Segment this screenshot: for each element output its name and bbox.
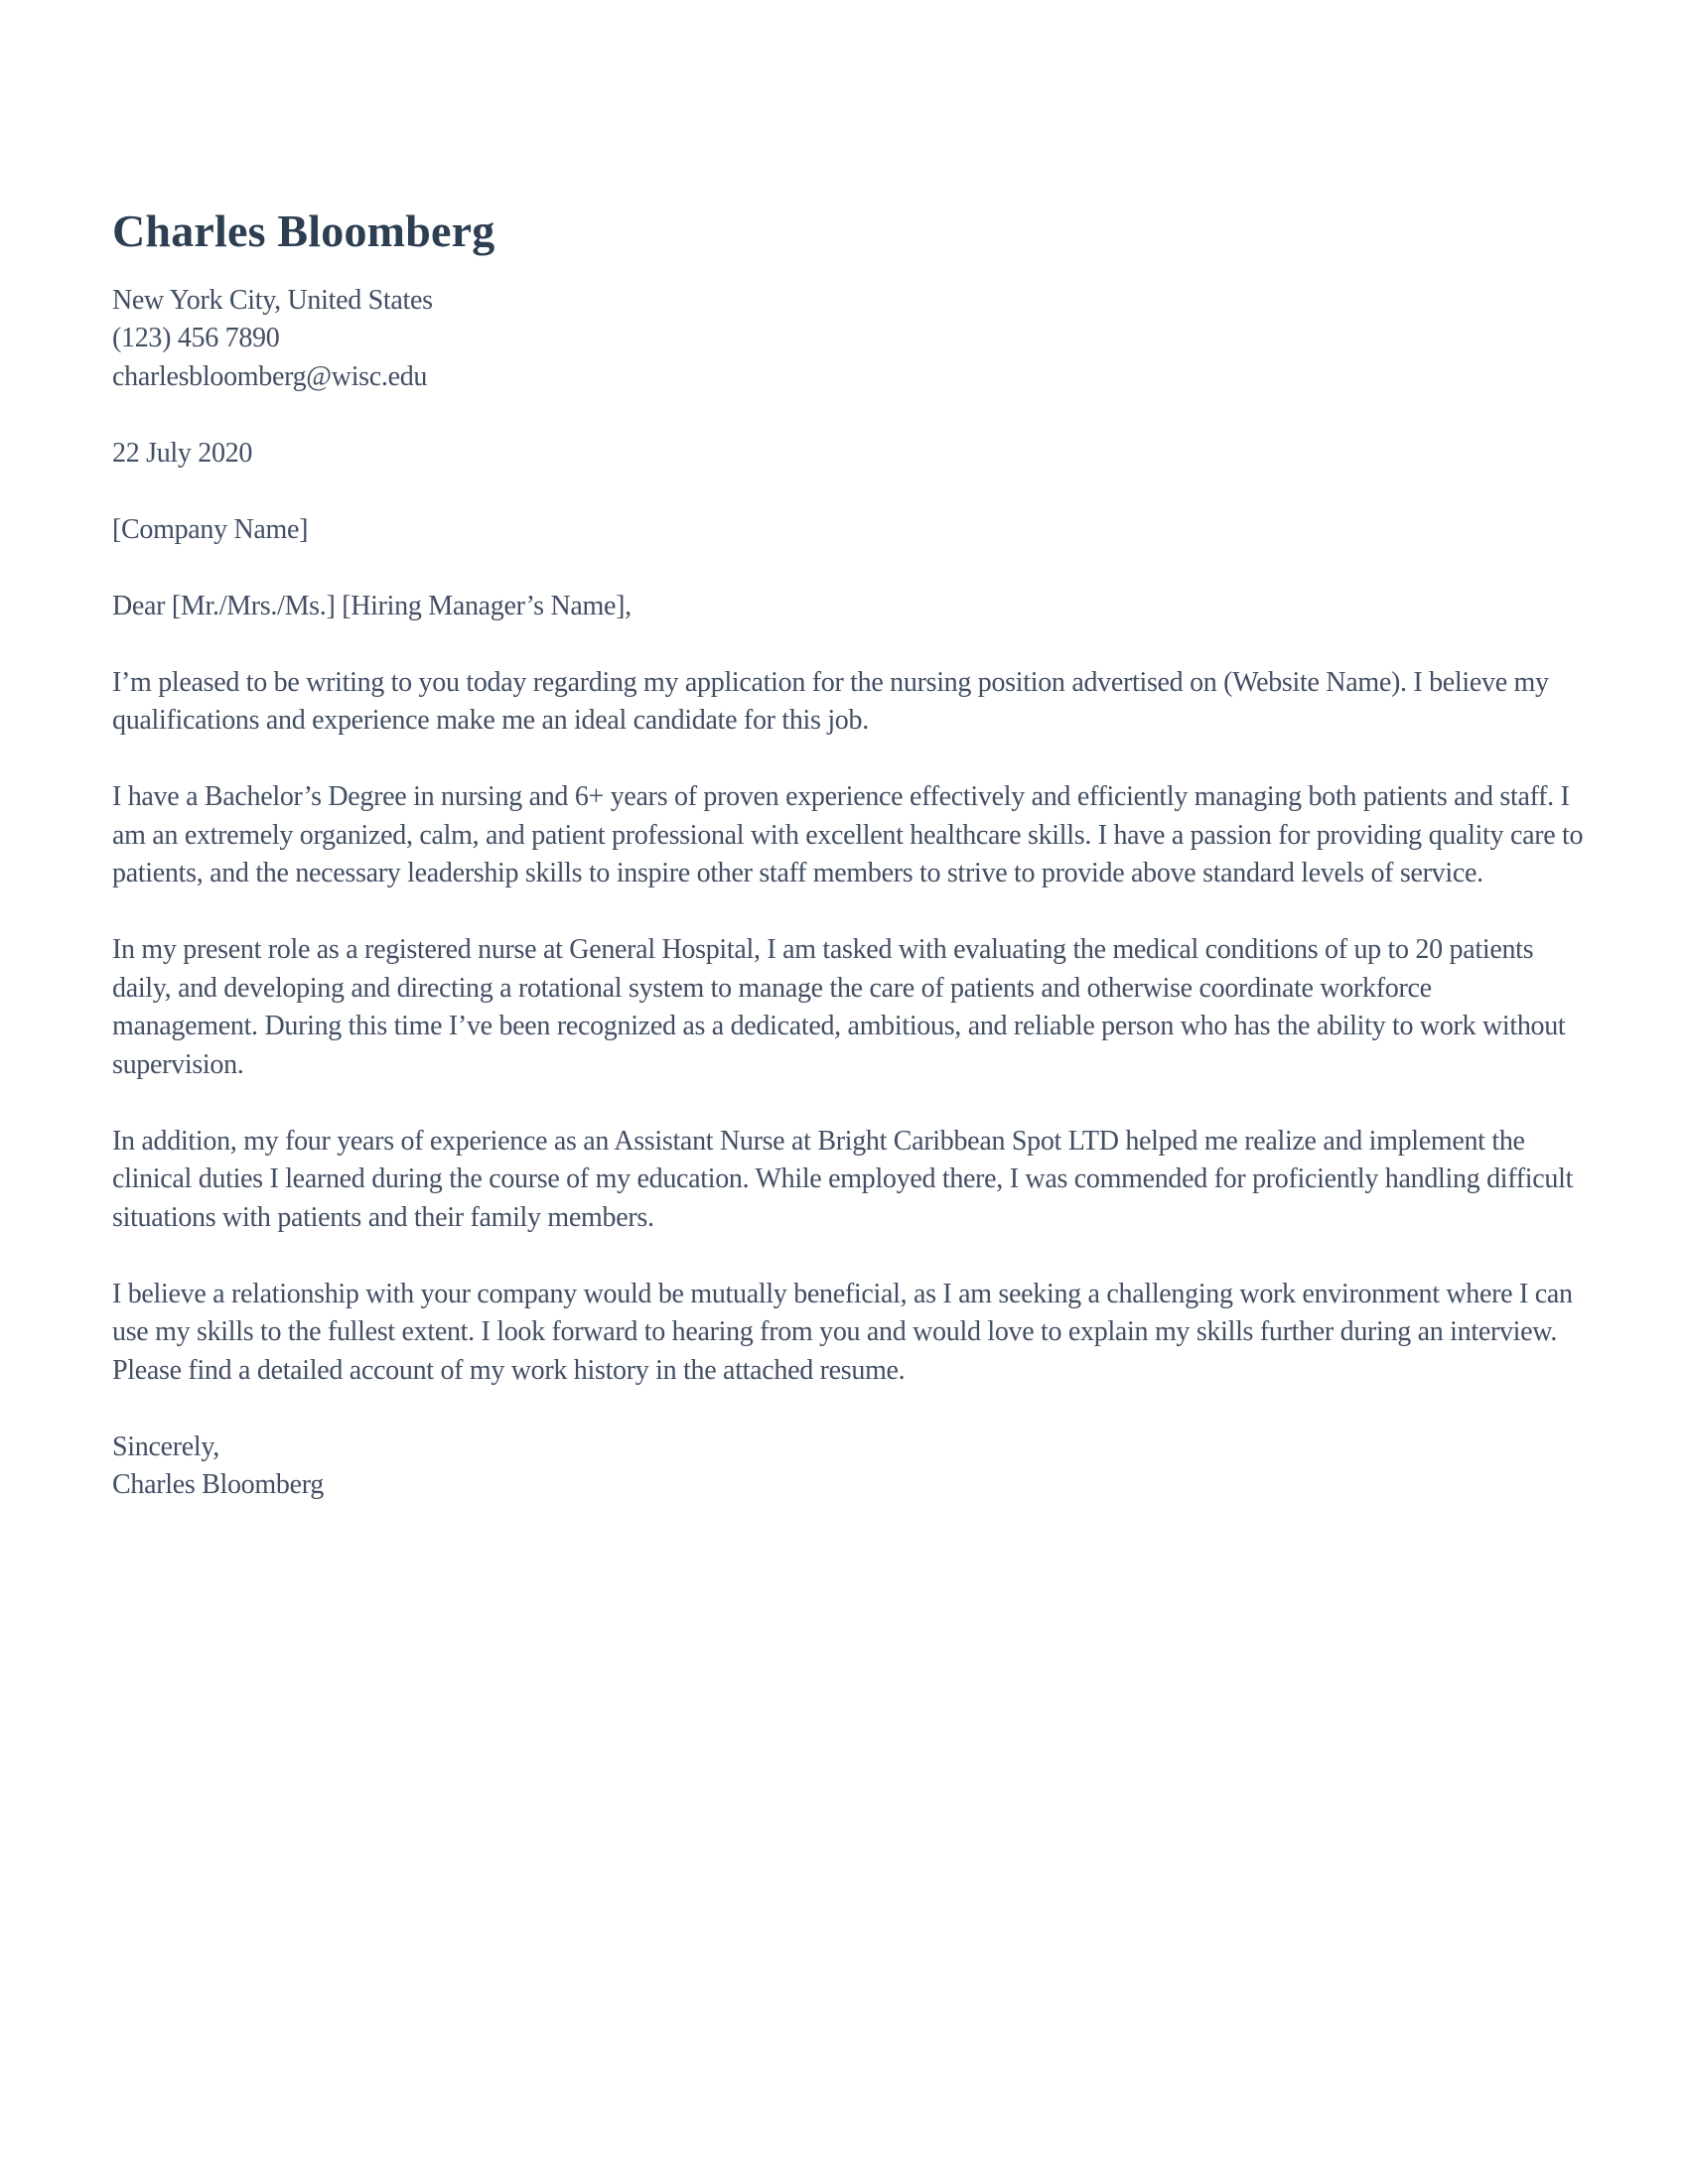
body-paragraph-4: In addition, my four years of experience as an Assistant Nurse at Bright Caribbean Spot LTD helped me realize and implement the clinical duties I learned during the course of my education. While employed there, I was commended for proficiently handling difficult situations with patients and their family members. — [112, 1125, 1574, 1233]
recipient-company: [Company Name] — [112, 513, 309, 545]
signature-name: Charles Bloomberg — [112, 1469, 324, 1501]
salutation: Dear [Mr./Mrs./Ms.] [Hiring Manager’s Name], — [112, 590, 632, 621]
sender-name-heading: Charles Bloomberg — [112, 205, 495, 256]
letter-date: 22 July 2020 — [112, 437, 253, 469]
sender-phone: (123) 456 7890 — [112, 323, 280, 354]
closing-block — [112, 1429, 1584, 1505]
body-paragraph-3: In my present role as a registered nurse at General Hospital, I am tasked with evaluating the medical conditions of up to 20 patients daily, and developing and directing a rotational system to manage the care of patients and otherwise coordinate workforce management. During this time I’ve been recognized as a dedicated, ambitious, and reliable person who has the ability to work without supervision. — [112, 934, 1566, 1080]
sender-location: New York City, United States — [112, 284, 433, 316]
body-paragraph-1: I’m pleased to be writing to you today regarding my application for the nursing position advertised on (Website Name). I believe my qualifications and experience make me an ideal candidate for this job. — [112, 666, 1549, 737]
body-paragraph-5: I believe a relationship with your company would be mutually beneficial, as I am seeking a challenging work environment where I can use my skills to the fullest extent. I look forward to hearing from you and would love to explain my skills further during an interview. Please find a detailed account of my work history in the attached resume. — [112, 1278, 1573, 1386]
sender-email: charlesbloomberg@wisc.edu — [112, 360, 428, 392]
closing-salutation: Sincerely, — [112, 1431, 219, 1462]
sender-contact-block — [112, 282, 1584, 397]
body-paragraph-2: I have a Bachelor’s Degree in nursing and 6+ years of proven experience effectively and efficiently managing both patients and staff. I am an extremely organized, calm, and patient professional with excellent healthcare skills. I have a passion for providing quality care to patients, and the necessary leadership skills to inspire other staff members to strive to provide above standard levels of service. — [112, 781, 1584, 889]
